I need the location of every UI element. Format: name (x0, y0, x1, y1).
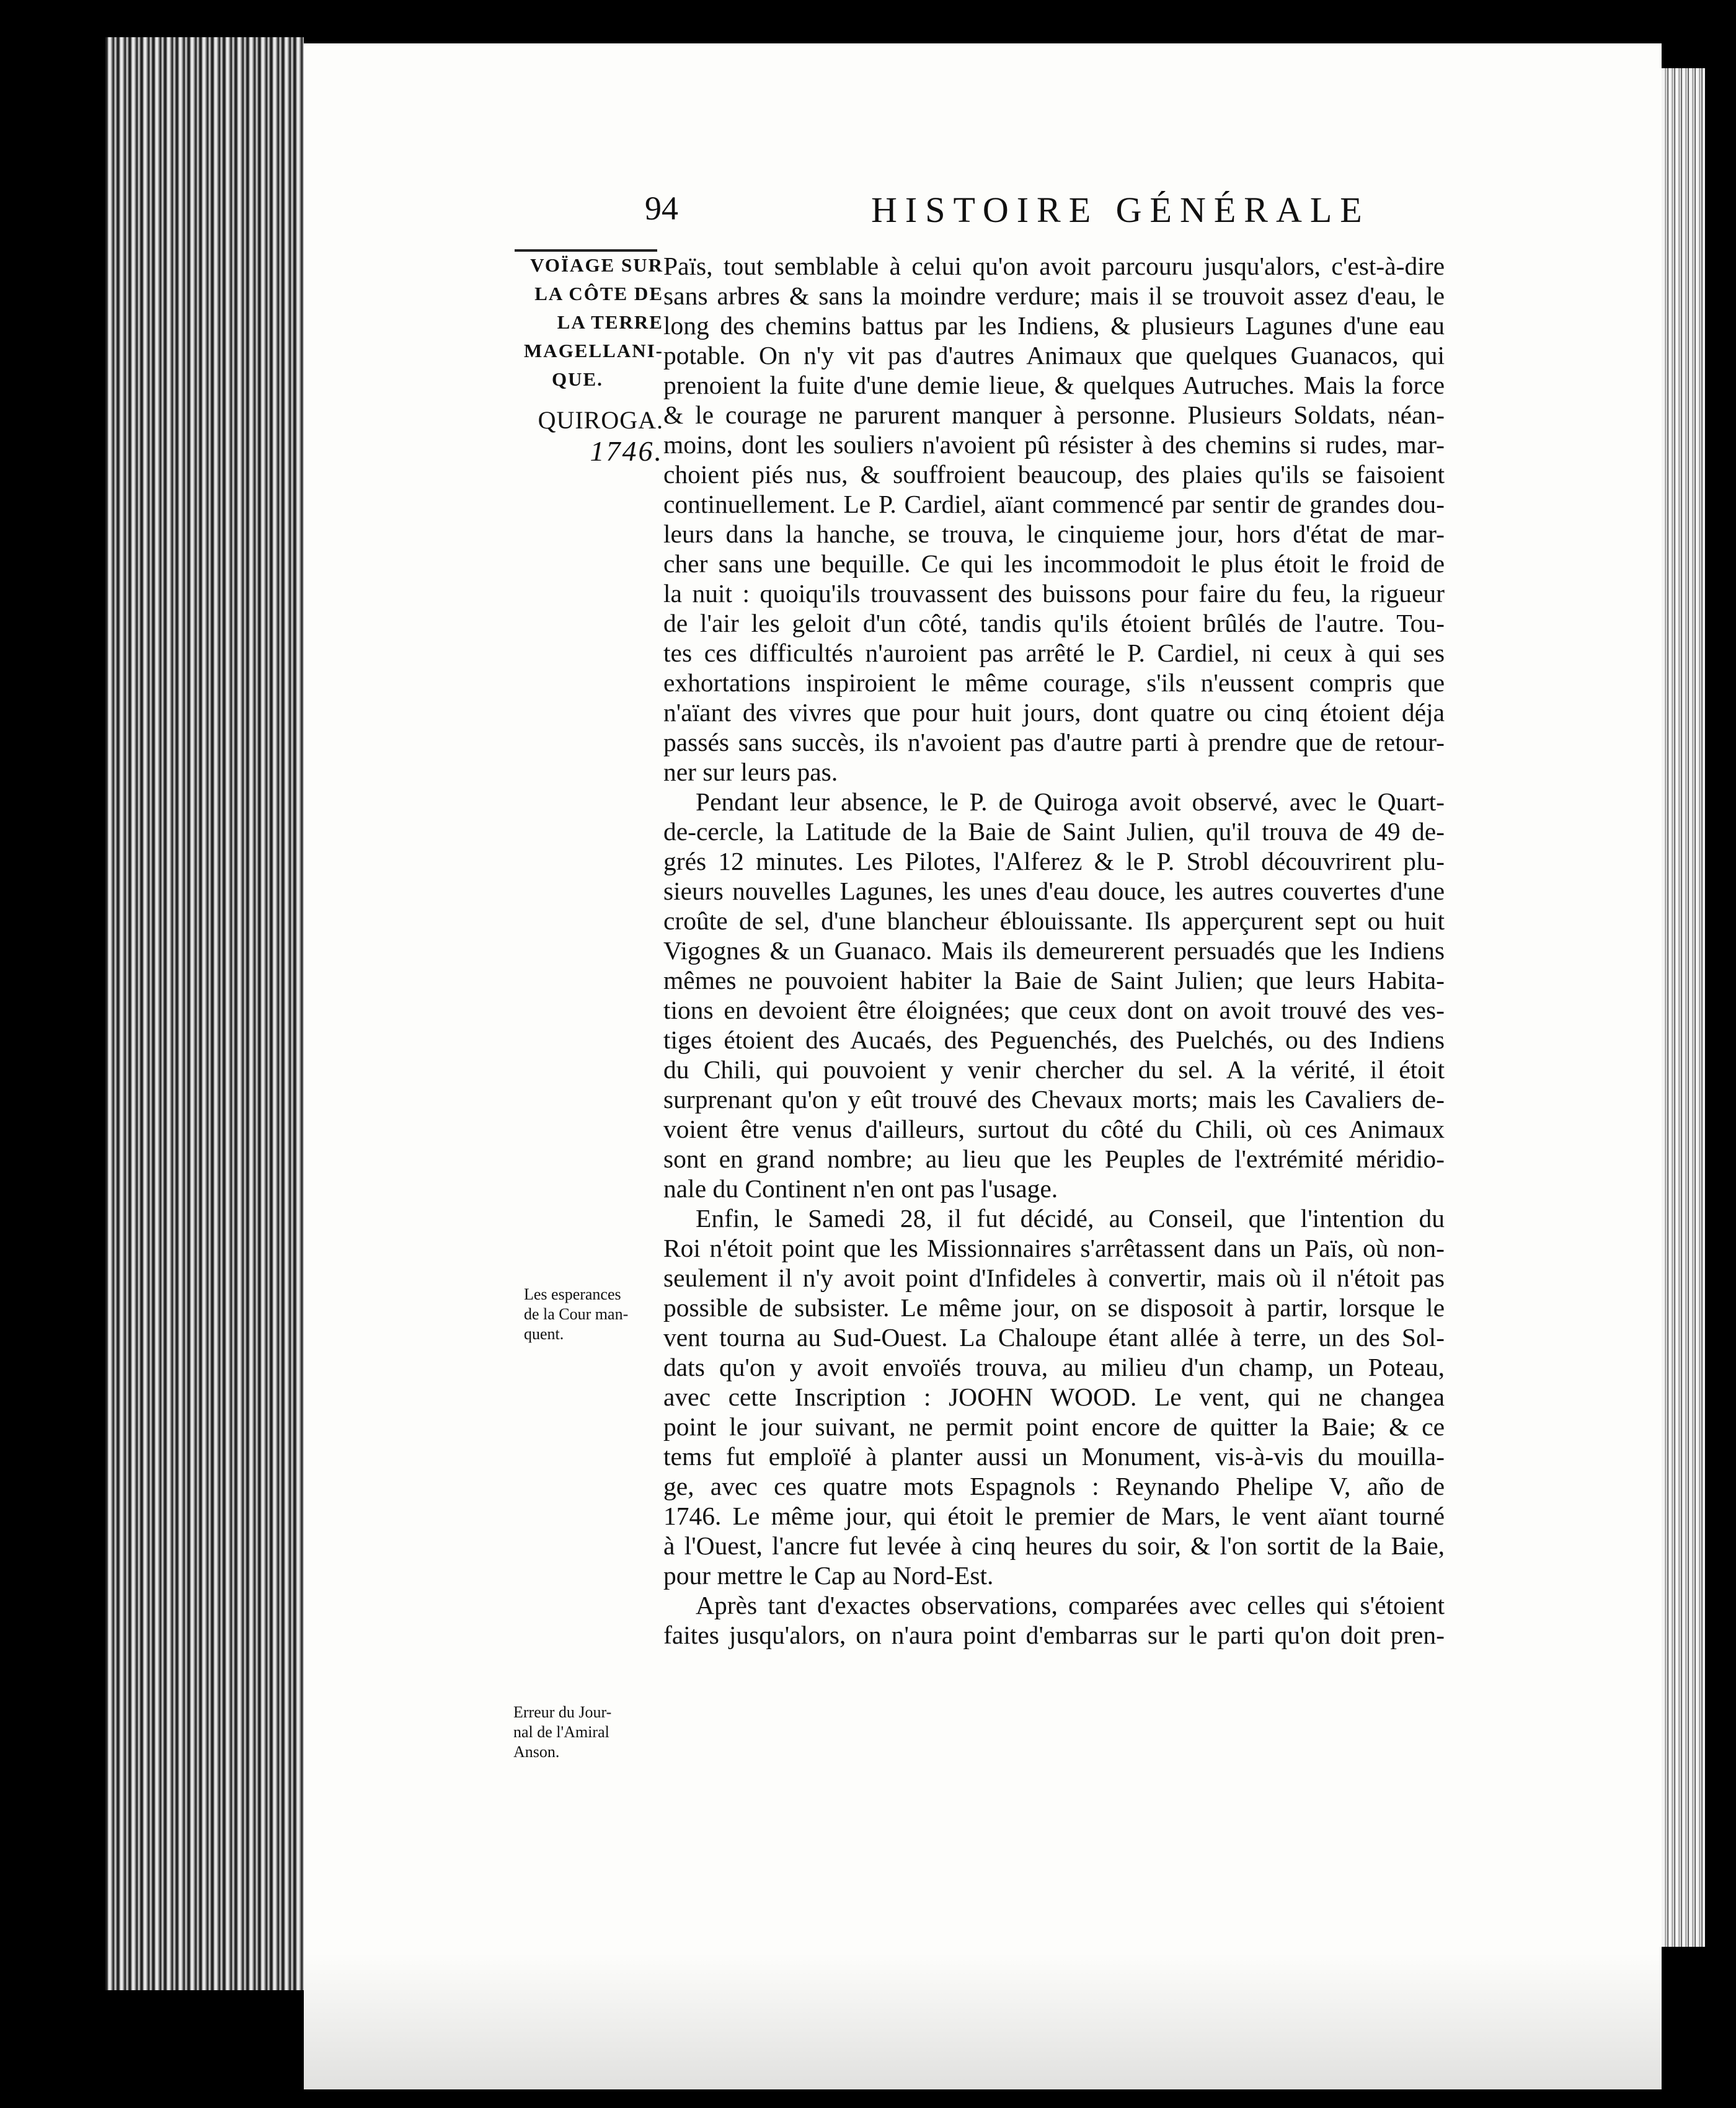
text-line: point le jour suivant, ne permit point encore de quitter la Baie; & ce (663, 1412, 1445, 1441)
text-line: moins, dont les souliers n'avoient pû résister à des chemins si rudes, mar- (663, 430, 1445, 459)
text-line: exhortations inspiroient le même courage, s'ils n'eussent compris que (663, 668, 1445, 697)
margin-note-line: Erreur du Jour- (513, 1703, 612, 1721)
page-number: 94 (645, 190, 678, 227)
text-line: tems fut emploïé à planter aussi un Monument, vis-à-vis du mouilla- (663, 1442, 1445, 1471)
text-line: Enfin, le Samedi 28, il fut décidé, au Conseil, que l'intention du (696, 1204, 1445, 1233)
text-line: potable. On n'y vit pas d'autres Animaux que quelques Guanacos, qui (663, 341, 1445, 370)
margin-note-line: nal de l'Amiral (513, 1723, 609, 1741)
body-text (663, 251, 1445, 1650)
running-head (645, 189, 1438, 242)
text-line: du Chili, qui pouvoient y venir chercher du sel. A la vérité, il étoit (663, 1055, 1445, 1084)
text-line: avec cette Inscription : JOOHN WOOD. Le vent, qui ne changea (663, 1383, 1445, 1411)
text-line: voient être venus d'ailleurs, surtout du côté du Chili, où ces Animaux (663, 1115, 1445, 1143)
page-shadow (304, 1953, 1662, 2089)
text-line: de-cercle, la Latitude de la Baie de Saint Julien, qu'il trouva de 49 de- (663, 817, 1445, 846)
text-line: continuellement. Le P. Cardiel, aïant commencé par sentir de grandes dou- (663, 490, 1445, 518)
text-line: prenoient la fuite d'une demie lieue, & quelques Autruches. Mais la force (663, 371, 1445, 399)
margin-note-line: quent. (524, 1325, 564, 1343)
text-line: ner sur leurs pas. (663, 758, 838, 786)
text-line: Vigognes & un Guanaco. Mais ils demeurerent persuadés que les Indiens (663, 936, 1445, 965)
margin-heading-line: VOÏAGE SUR (530, 254, 663, 276)
margin-name-text: QUIROGA. (538, 406, 663, 434)
text-line: Roi n'étoit point que les Missionnaires s'arrêtassent dans un Païs, où non- (663, 1234, 1445, 1262)
text-line: la nuit : quoiqu'ils trouvassent des buissons pour faire du feu, la rigueur (663, 579, 1445, 608)
page-stack-edge-right (1662, 68, 1705, 1947)
text-line: tiges étoient des Aucaés, des Peguenchés, des Puelchés, ou des Indiens (663, 1025, 1445, 1054)
text-line: n'aïant des vivres que pour huit jours, dont quatre ou cinq étoient déja (663, 698, 1445, 727)
text-line: nale du Continent n'en ont pas l'usage. (663, 1174, 1058, 1203)
text-line: possible de subsister. Le même jour, on se disposoit à partir, lorsque le (663, 1293, 1445, 1322)
margin-note (513, 1703, 665, 1762)
margin-year-text: 1746. (590, 435, 663, 467)
text-line: cher sans une bequille. Ce qui les incommodoit le plus étoit le froid de (663, 549, 1445, 578)
text-line: leurs dans la hanche, se trouva, le cinquieme jour, hors d'état de mar- (663, 520, 1445, 548)
text-line: 1746. Le même jour, qui étoit le premier de Mars, le vent aïant tourné (663, 1502, 1445, 1530)
margin-note-line: Anson. (513, 1743, 560, 1761)
text-line: Païs, tout semblable à celui qu'on avoit parcouru jusqu'alors, c'est-à-dire (663, 252, 1445, 280)
margin-name (496, 403, 663, 438)
margin-heading-line: QUE. (552, 368, 603, 390)
text-line: & le courage ne parurent manquer à personne. Plusieurs Soldats, néan- (663, 401, 1445, 429)
running-title: HISTOIRE GÉNÉRALE (871, 190, 1370, 230)
margin-note-line: de la Cour man- (524, 1305, 629, 1323)
text-line: Pendant leur absence, le P. de Quiroga avoit observé, avec le Quart- (696, 787, 1445, 816)
text-line: ge, avec ces quatre mots Espagnols : Reynando Phelipe V, año de (663, 1472, 1445, 1500)
margin-note-line: Les esperances (524, 1285, 621, 1303)
text-line: passés sans succès, ils n'avoient pas d'autre parti à prendre que de retour- (663, 728, 1445, 756)
text-line: pour mettre le Cap au Nord-Est. (663, 1561, 994, 1590)
text-line: sont en grand nombre; au lieu que les Peuples de l'extrémité méridio- (663, 1145, 1445, 1173)
page-stack-edge-left (105, 37, 304, 1990)
text-line: seulement il n'y avoit point d'Infideles à convertir, mais où il n'étoit pas (663, 1264, 1445, 1292)
text-line: long des chemins battus par les Indiens, & plusieurs Lagunes d'une eau (663, 311, 1445, 340)
text-line: faites jusqu'alors, on n'aura point d'embarras sur le parti qu'on doit pren- (663, 1621, 1445, 1649)
margin-year (496, 434, 663, 469)
text-line: dats qu'on y avoit envoïés trouva, au milieu d'un champ, un Poteau, (663, 1353, 1445, 1381)
text-line: tions en devoient être éloignées; que ceux dont on avoit trouvé des ves- (663, 996, 1445, 1024)
text-line: croûte de sel, d'une blancheur éblouissante. Ils apperçurent sept ou huit (663, 906, 1445, 935)
text-line: Après tant d'exactes observations, comparées avec celles qui s'étoient (696, 1591, 1445, 1619)
text-line: surprenant qu'on y eût trouvé des Chevaux morts; mais les Cavaliers de- (663, 1085, 1445, 1114)
margin-heading-line: MAGELLANI- (524, 340, 663, 361)
text-line: sans arbres & sans la moindre verdure; mais il se trouvoit assez d'eau, le (663, 281, 1445, 310)
text-line: sieurs nouvelles Lagunes, les unes d'eau douce, les autres couvertes d'une (663, 877, 1445, 905)
text-line: vent tourna au Sud-Ouest. La Chaloupe étant allée à terre, un des Sol- (663, 1323, 1445, 1352)
text-line: à l'Ouest, l'ancre fut levée à cinq heures du soir, & l'on sortit de la Baie, (663, 1531, 1445, 1560)
text-line: tes ces difficultés n'auroient pas arrêté le P. Cardiel, ni ceux à qui ses (663, 639, 1445, 667)
text-line: choient piés nus, & souffroient beaucoup, des plaies qu'ils se faisoient (663, 460, 1445, 489)
margin-note (524, 1285, 666, 1344)
text-line: grés 12 minutes. Les Pilotes, l'Alferez & le P. Strobl découvrirent plu- (663, 847, 1445, 875)
margin-heading-line: LA TERRE (557, 311, 663, 333)
text-line: de l'air les geloit d'un côté, tandis qu'ils étoient brûlés de l'autre. Tou- (663, 609, 1445, 637)
margin-heading-line: LA CÔTE DE (534, 283, 663, 304)
margin-section-heading (496, 251, 663, 394)
text-line: mêmes ne pouvoient habiter la Baie de Saint Julien; que leurs Habita- (663, 966, 1445, 994)
